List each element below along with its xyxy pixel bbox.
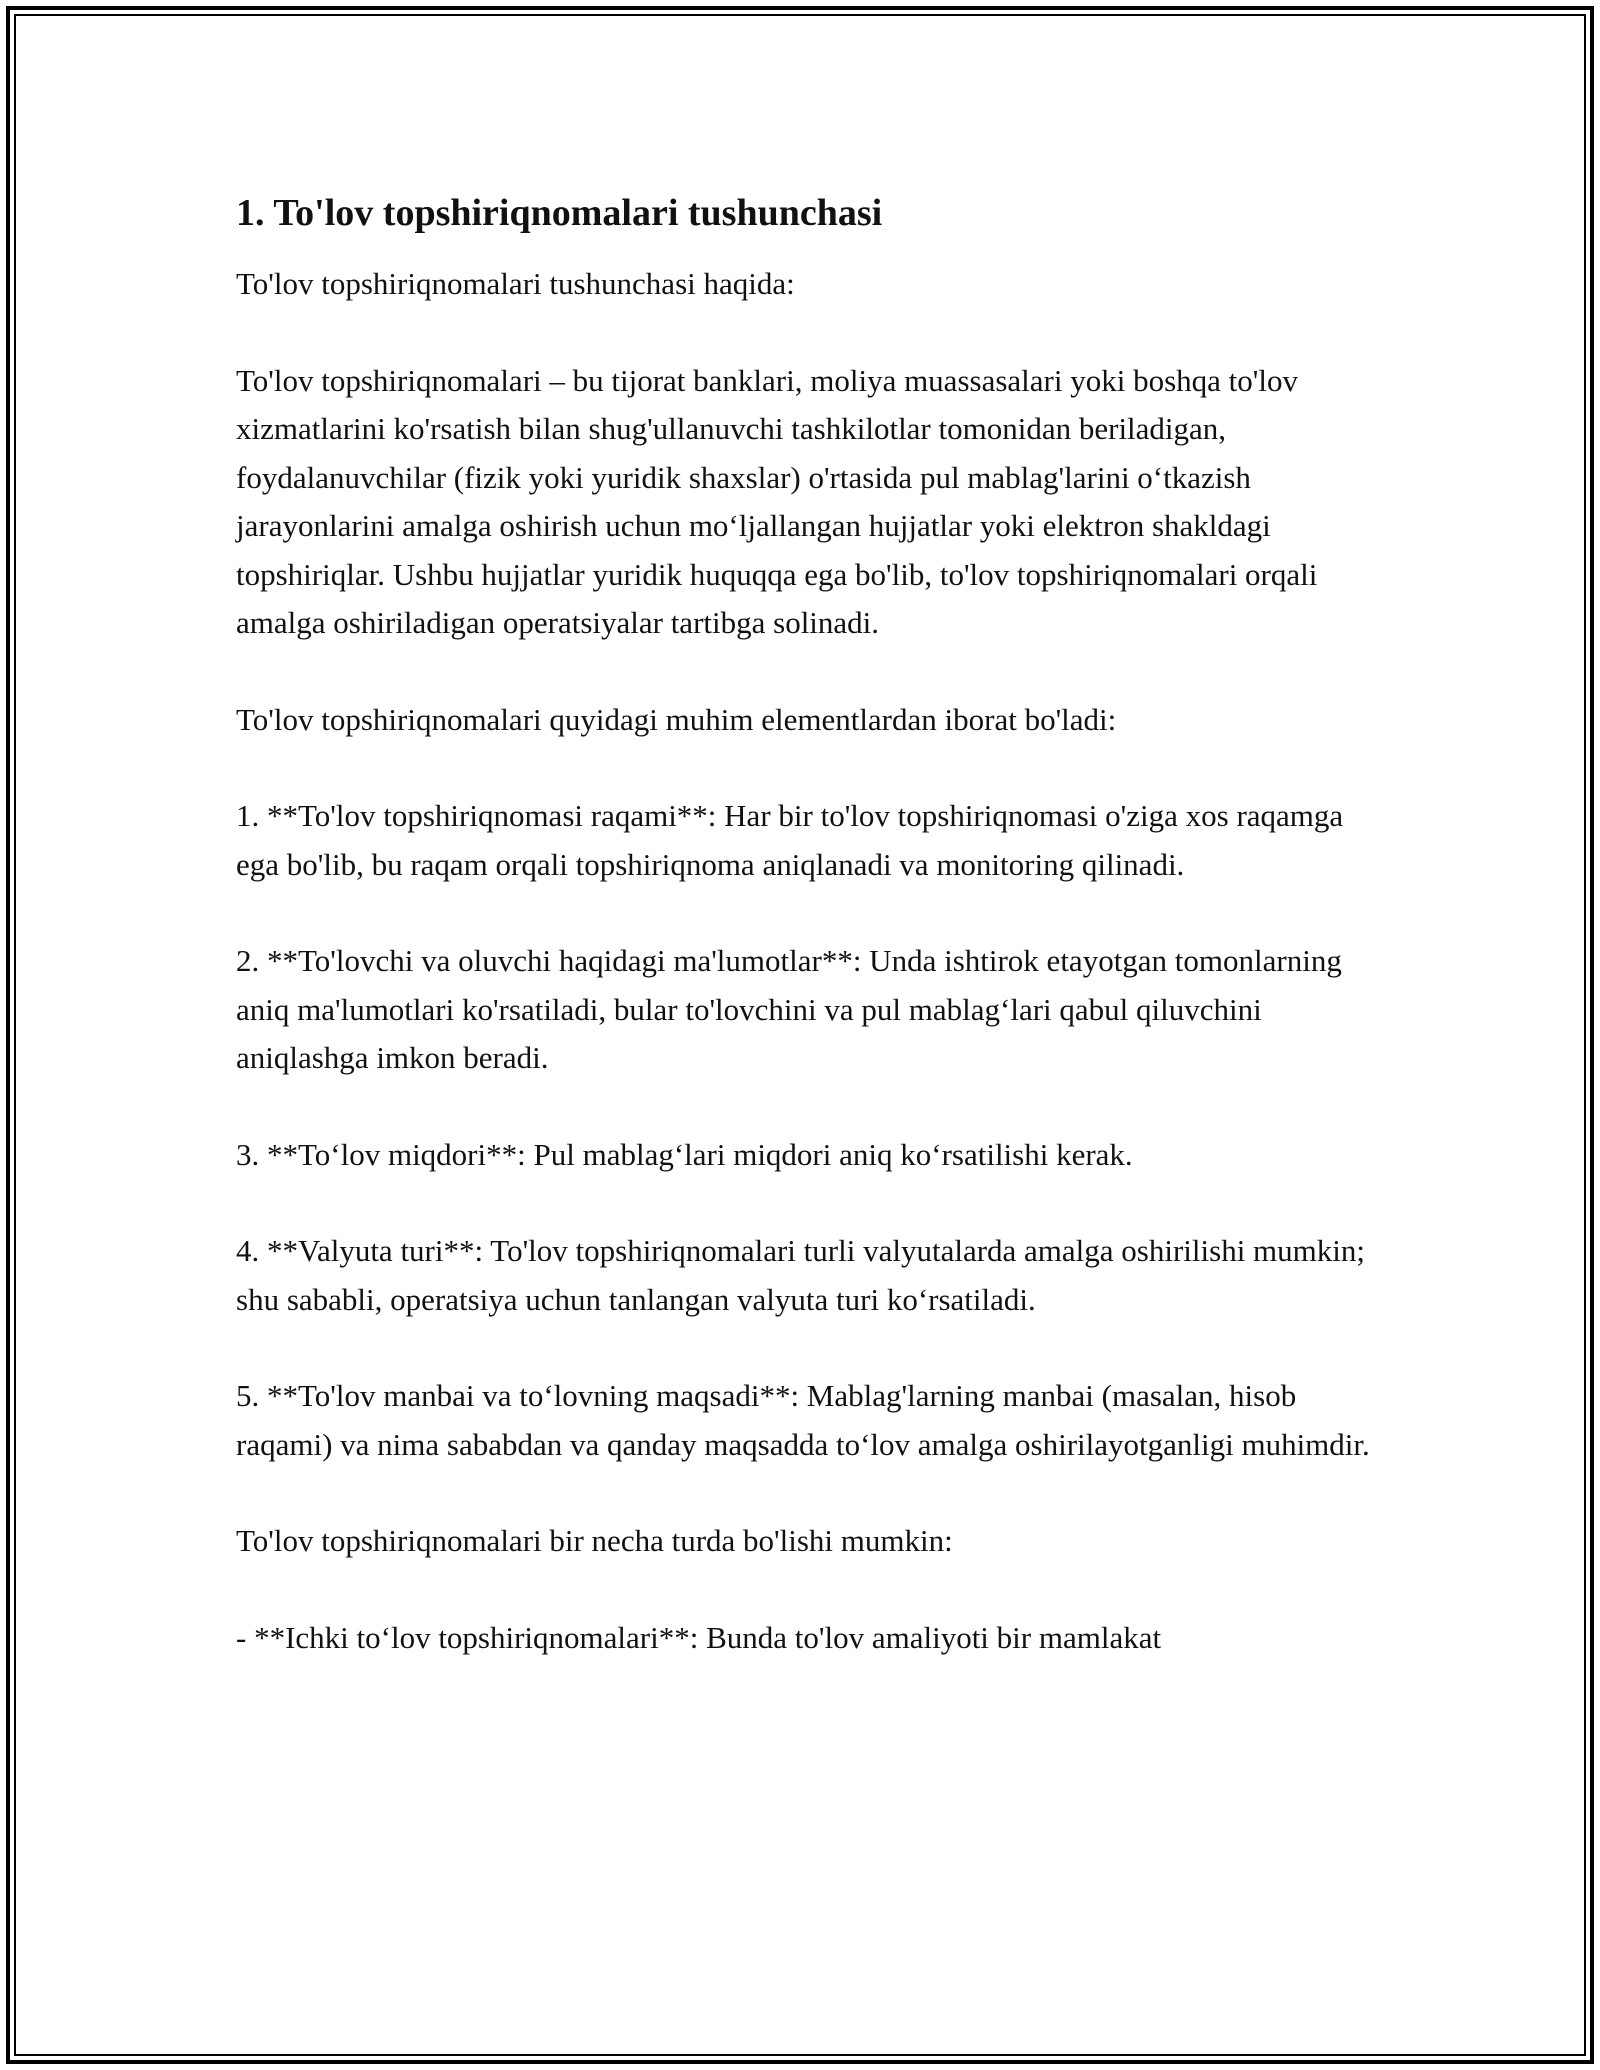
document-body: [236, 186, 1376, 1710]
list-item-parties: 2. **To'lovchi va oluvchi haqidagi ma'lumotlar**: Unda ishtirok etayotgan tomonlarning aniq ma'lumotlari ko'rsatiladi, bular to'lovchini va pul mablag‘lari qabul qiluvchini aniqlashga imkon beradi.: [236, 943, 1342, 1075]
list-item-currency: 4. **Valyuta turi**: To'lov topshiriqnomalari turli valyutalarda amalga oshirilishi mumkin; shu sababli, operatsiya uchun tanlangan valyuta turi ko‘rsatiladi.: [236, 1233, 1366, 1317]
types-intro-paragraph: To'lov topshiriqnomalari bir necha turda bo'lishi mumkin:: [236, 1523, 953, 1558]
list-item-amount: 3. **To‘lov miqdori**: Pul mablag‘lari miqdori aniq ko‘rsatilishi kerak.: [236, 1136, 1133, 1172]
document-heading: 1. To'lov topshiriqnomalari tushunchasi: [236, 192, 883, 234]
list-item-source-purpose: 5. **To'lov manbai va to‘lovning maqsadi**: Mablag'larning manbai (masalan, hisob raqami) va nima sababdan va qanday maqsadda to‘lov amalga oshirilayotganligi muhimdir.: [236, 1378, 1370, 1462]
definition-paragraph: To'lov topshiriqnomalari – bu tijorat banklari, moliya muassasalari yoki boshqa to'lov xizmatlarini ko'rsatish bilan shug'ullanuvchi tashkilotlar tomonidan beriladigan, foydalanuvchilar (fizik yoki yuridik shaxslar) o'rtasida pul mablag'larini o‘tkazish jarayonlarini amalga oshirish uchun mo‘ljallangan hujjatlar yoki elektron shakldagi topshiriqlar. Ushbu hujjatlar yuridik huquqqa ega bo'lib, to'lov topshiriqnomalari orqali amalga oshiriladigan operatsiyalar tartibga solinadi.: [236, 362, 1318, 640]
list-item-number: 1. **To'lov topshiriqnomasi raqami**: Har bir to'lov topshiriqnomasi o'ziga xos raqamga ega bo'lib, bu raqam orqali topshiriqnoma aniqlanadi va monitoring qilinadi.: [236, 798, 1344, 882]
type-item-internal: - **Ichki to‘lov topshiriqnomalari**: Bunda to'lov amaliyoti bir mamlakat: [236, 1619, 1162, 1655]
elements-intro-paragraph: To'lov topshiriqnomalari quyidagi muhim elementlardan iborat bo'ladi:: [236, 701, 1117, 737]
intro-paragraph: To'lov topshiriqnomalari tushunchasi haqida:: [236, 266, 795, 301]
